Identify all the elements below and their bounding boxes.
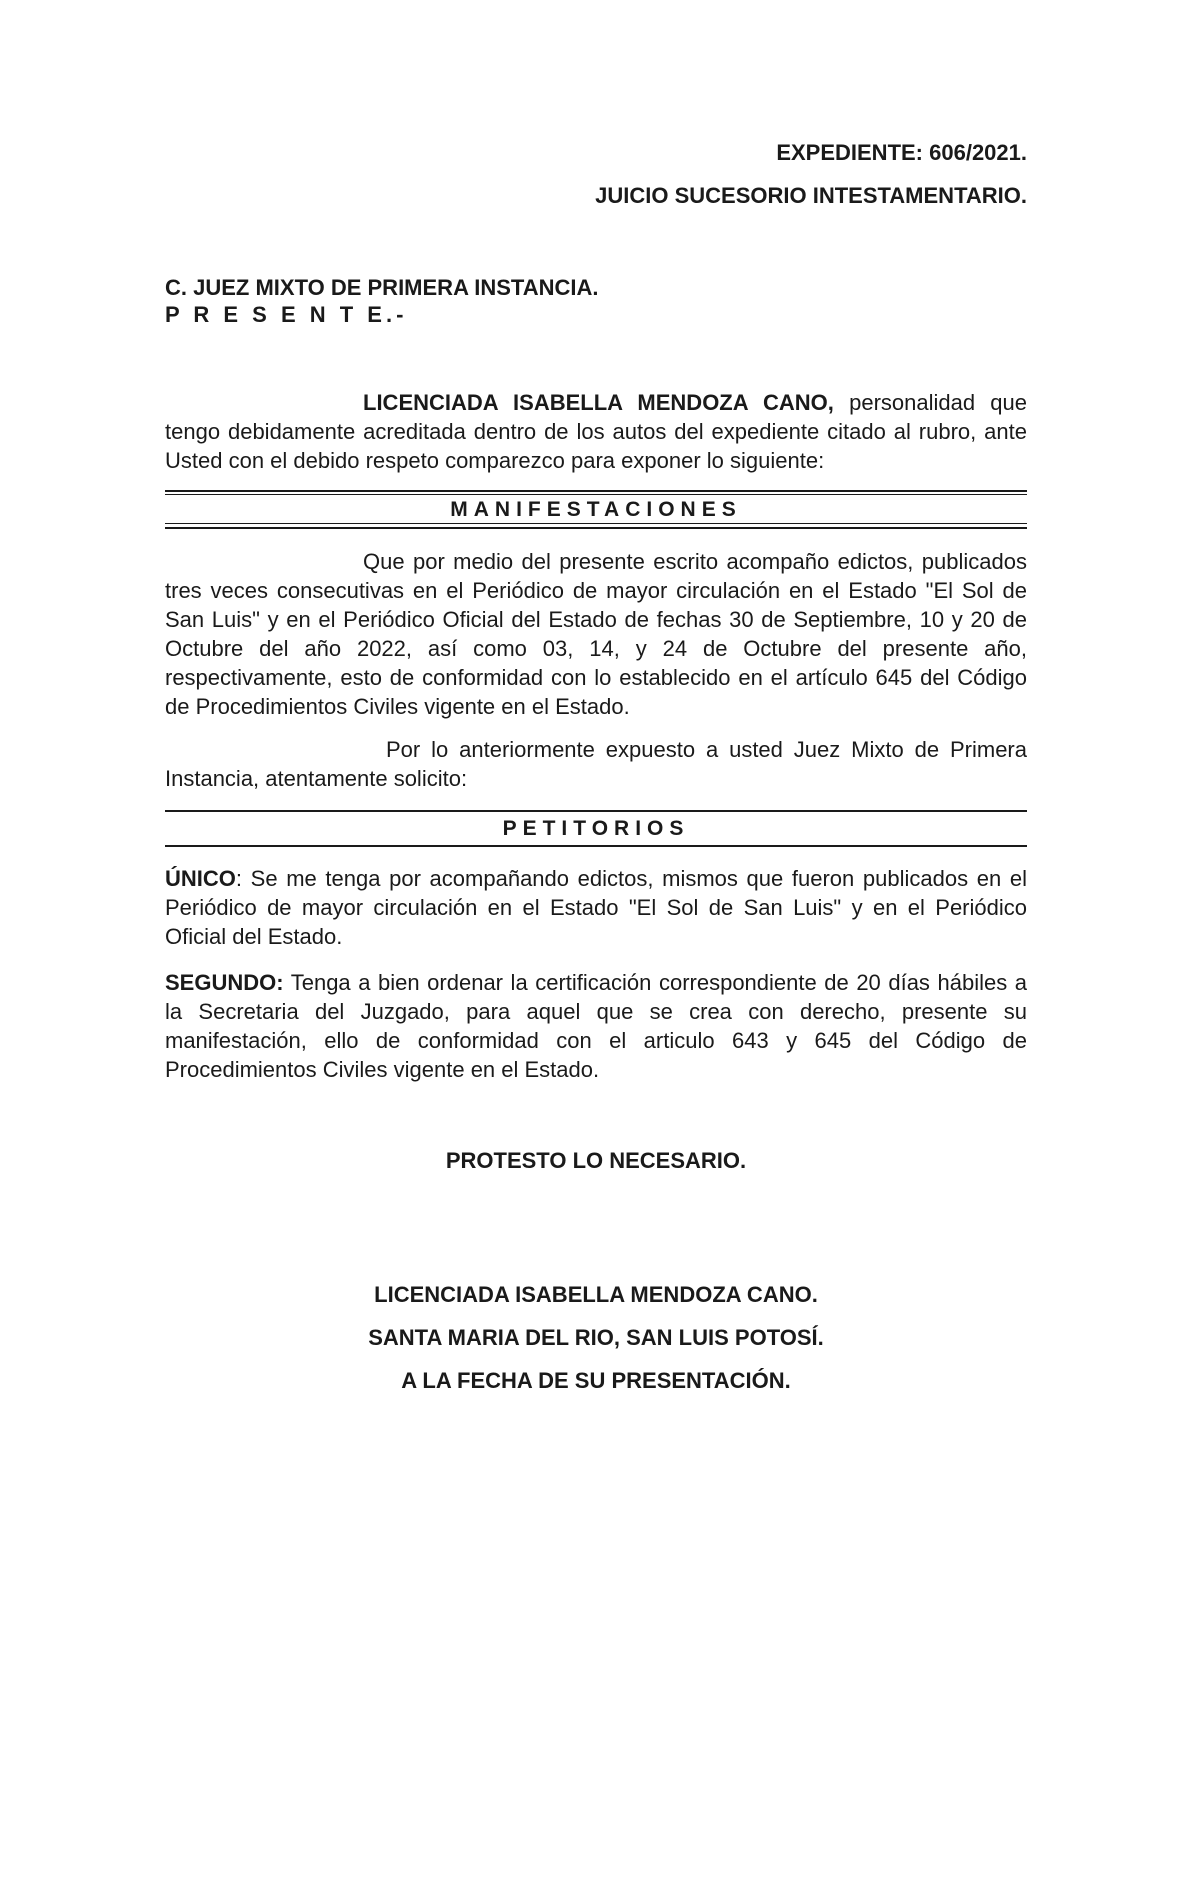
intro-name: LICENCIADA ISABELLA MENDOZA CANO, [363, 390, 834, 415]
segundo-label: SEGUNDO: [165, 970, 284, 995]
expediente-number: EXPEDIENTE: 606/2021. [776, 140, 1027, 165]
manifestaciones-paragraph-2: Por lo anteriormente expuesto a usted Juez Mixto de Primera Instancia, atentamente solicito: [165, 737, 1027, 791]
petitorios-divider-top [165, 810, 1027, 812]
protesto-line: PROTESTO LO NECESARIO. [445, 1148, 747, 1173]
divider-bottom-1 [165, 523, 1027, 524]
petitorios-heading: PETITORIOS [502, 817, 690, 840]
intro-paragraph [165, 388, 1027, 475]
case-type: JUICIO SUCESORIO INTESTAMENTARIO. [595, 183, 1027, 208]
divider-top-2 [165, 494, 1027, 495]
segundo-text: Tenga a bien ordenar la certificación correspondiente de 20 días hábiles a la Secretaria del Juzgado, para aquel que se crea con derecho, presente su manifestación, ello de conformidad con el articulo 643 y 645 del Código de Procedimientos Civiles vigente en el Estado. [165, 970, 1027, 1082]
addressee-presente: P R E S E N T E.- [165, 302, 408, 327]
addressee-judge: C. JUEZ MIXTO DE PRIMERA INSTANCIA. [165, 275, 599, 300]
signature-location: SANTA MARIA DEL RIO, SAN LUIS POTOSÍ. [368, 1325, 824, 1350]
petitorios-divider-bottom [165, 845, 1027, 847]
signature-name: LICENCIADA ISABELLA MENDOZA CANO. [374, 1282, 818, 1307]
unico-label: ÚNICO [165, 866, 236, 891]
divider-bottom-2 [165, 527, 1027, 529]
unico-text: : Se me tenga por acompañando edictos, mismos que fueron publicados en el Periódico de mayor circulación en el Estado "El Sol de San Luis" y en el Periódico Oficial del Estado. [165, 866, 1027, 949]
divider-top-1 [165, 490, 1027, 492]
petitorio-unico [165, 864, 1027, 951]
signature-date: A LA FECHA DE SU PRESENTACIÓN. [401, 1368, 791, 1393]
petitorio-segundo [165, 968, 1027, 1084]
manifestaciones-heading: MANIFESTACIONES [450, 498, 742, 521]
intro-text: personalidad que tengo debidamente acreditada dentro de los autos del expediente citado al rubro, ante Usted con el debido respeto comparezco para exponer lo siguiente: [165, 390, 1027, 473]
manifestaciones-paragraph-1: Que por medio del presente escrito acompaño edictos, publicados tres veces consecutivas en el Periódico de mayor circulación en el Estado "El Sol de San Luis" y en el Periódico Oficial del Estado de fechas 30 de Septiembre, 10 y 20 de Octubre del año 2022, así como 03, 14, y 24 de Octubre del presente año, respectivamente, esto de conformidad con lo establecido en el artículo 645 del Código de Procedimientos Civiles vigente en el Estado. [165, 549, 1027, 719]
